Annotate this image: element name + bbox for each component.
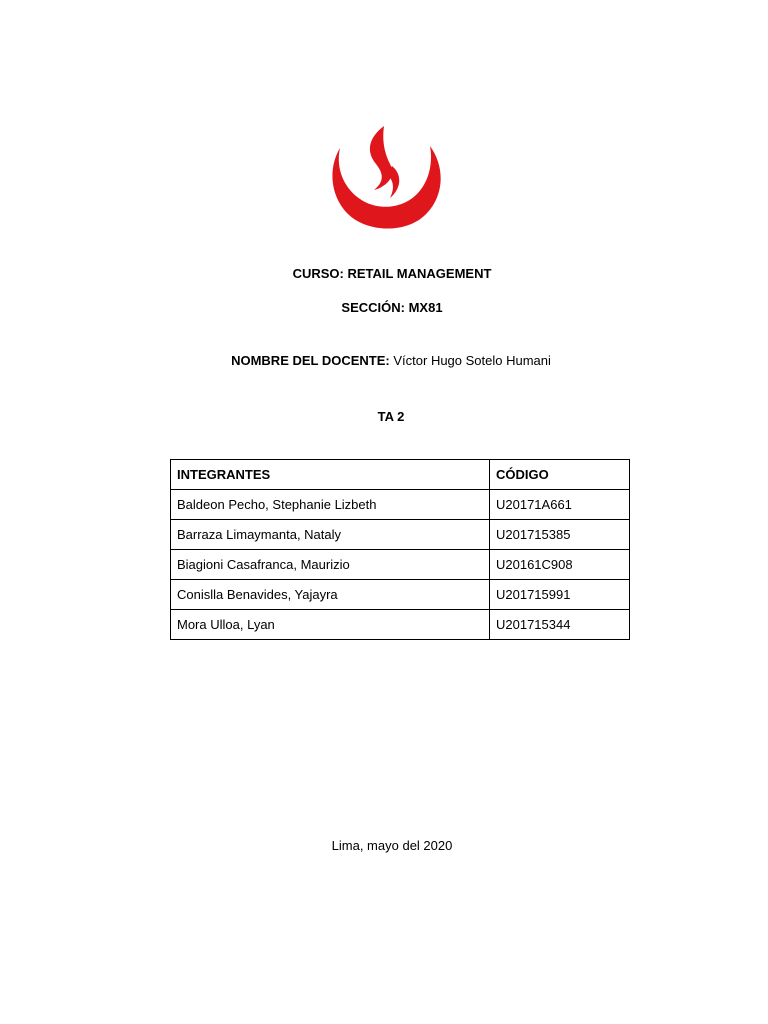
member-code: U201715385 [490, 520, 630, 550]
teacher-line [0, 353, 768, 369]
member-code: U201715344 [490, 610, 630, 640]
table-row [171, 520, 630, 550]
header-integrantes: INTEGRANTES [171, 460, 490, 490]
table-row [171, 610, 630, 640]
place-date: Lima, mayo del 2020 [331, 838, 453, 853]
member-code: U201715991 [490, 580, 630, 610]
table-row [171, 490, 630, 520]
task-title: TA 2 [377, 409, 405, 424]
member-code: U20161C908 [490, 550, 630, 580]
upc-logo-icon [326, 122, 446, 238]
header-codigo: CÓDIGO [490, 460, 630, 490]
teacher-label: NOMBRE DEL DOCENTE: [231, 353, 390, 368]
section-title: SECCIÓN: MX81 [341, 300, 443, 315]
teacher-name: Víctor Hugo Sotelo Humani [393, 353, 551, 368]
member-name: Biagioni Casafranca, Maurizio [171, 550, 490, 580]
table-row [171, 550, 630, 580]
member-name: Baldeon Pecho, Stephanie Lizbeth [171, 490, 490, 520]
table-row [171, 580, 630, 610]
member-name: Conislla Benavides, Yajayra [171, 580, 490, 610]
member-name: Mora Ulloa, Lyan [171, 610, 490, 640]
table-header-row [171, 460, 630, 490]
members-table [170, 459, 630, 640]
member-name: Barraza Limaymanta, Nataly [171, 520, 490, 550]
member-code: U20171A661 [490, 490, 630, 520]
course-title: CURSO: RETAIL MANAGEMENT [292, 266, 492, 281]
